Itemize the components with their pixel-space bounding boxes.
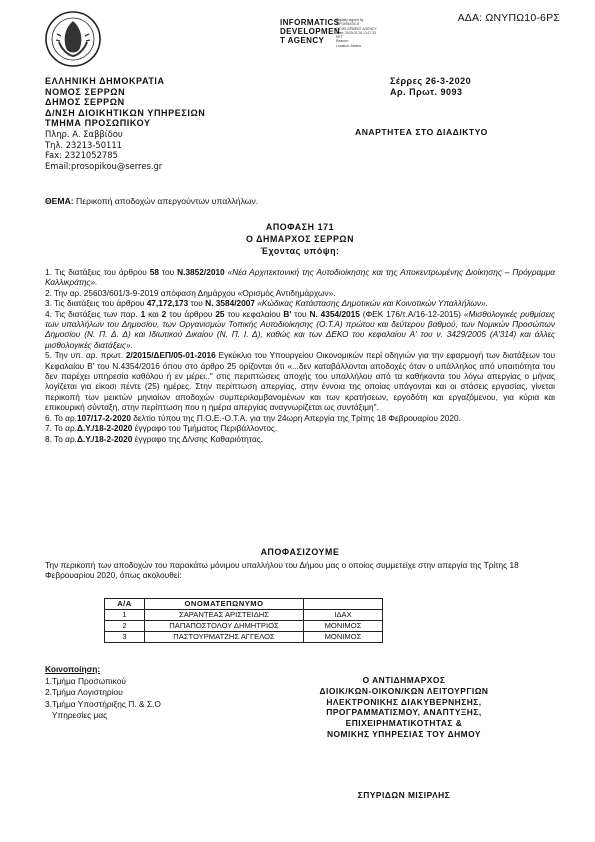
item-law-title: «Νέα Αρχιτεκτονική της Αυτοδιοίκησης και της Αποκεντρωμένης Διοίκησης – Πρόγραμμα Καλλικράτης». [45, 267, 556, 288]
item-text: του [188, 298, 206, 309]
considerations-heading: Έχοντας υπόψη: [260, 246, 340, 256]
decision-number: ΑΠΟΦΑΣΗ 171 [265, 222, 335, 232]
item-ref: Ν. 3584/2007 [205, 298, 255, 309]
distribution-item: Υπηρεσίες μας [45, 710, 108, 721]
item-text: 5. Την υπ. αρ. πρωτ. [45, 350, 126, 361]
issuer-header [45, 76, 205, 171]
item-text: Εγκύκλιο του Υπουργείου Οικονομικών περί οδηγιών για την εφαρμογή των διατάξεων του Κεφαλαίου Β' του Ν.4354/2016 όπου στο άρθρο 25 ορίζονται ότι «...δεν καταβάλλονται αποδοχές όταν ο υπάλληλος από υπαιτιότητα του δεν παρέχει υπηρεσία καθόλου ή εν μέρει.." στις περιπτώσεις αποχής του υπαλλήλου από τα καθήκοντα του λόγω απεργίας ο μήνας λογίζεται για είκοσι πέντε (25) ημέρες. Στην περίπτωση απεργίας, στην έννοια της οποίας υπάγονται και οι στάσεις εργασίας, γίνεται περικοπή των μεικτών μηνιαίων αποδοχών συμπεριλαμβανομένων και των κρατήσεων, εργοδότη και εργαζόμενου, για κύρια και επικουρική σύνταξη, στην περίπτωση που η ημέρα απεργίας αναγνωρίζεται ως συντάξιμη". [45, 350, 555, 413]
cell-status: ΙΔΑΧ [304, 610, 383, 621]
item-ref: Ν. 4354/2015 [309, 308, 360, 319]
cell-aa: 3 [105, 632, 145, 643]
item-text: του [158, 267, 178, 277]
contact-email: Email:prosopikou@serres.gr [45, 160, 163, 171]
item-text: 6. Το αρ. [45, 412, 77, 423]
ada-code: ΑΔΑ: ΩΝΥΠΩ10-6ΡΣ [457, 12, 560, 24]
agency-name-line: T AGENCY [280, 36, 325, 45]
distribution-title: Κοινοποίηση: [45, 664, 101, 674]
list-item [45, 309, 555, 351]
cell-aa: 1 [105, 610, 145, 621]
item-text: 2. Την αρ. 25603/601/3-9-2019 απόφαση Δημάρχου «Ορισμός Αντιδημάρχων». [45, 287, 336, 298]
signatory-title: ΝΟΜΙΚΗΣ ΥΠΗΡΕΣΙΑΣ ΤΟΥ ΔΗΜΟΥ [326, 728, 482, 739]
item-ref: 2 [161, 308, 167, 319]
signatory-name: ΣΠΥΡΙΔΩΝ ΜΙΣΙΡΛΗΣ [357, 790, 451, 800]
signatory-title: Ο ΑΝΤΙΔΗΜΑΡΧΟΣ [362, 675, 446, 685]
header-line: Δ/ΝΣΗ ΔΙΟΙΚΗΤΙΚΩΝ ΥΠΗΡΕΣΙΩΝ [45, 107, 206, 118]
document-meta [390, 76, 471, 97]
distribution-item: 3.Τμήμα Υποστήριξης Π. & Σ.Ο [45, 698, 161, 709]
distribution-item: 2.Τμήμα Λογιστηρίου [45, 687, 123, 698]
signatory-title: ΔΙΟΙΚ/ΚΩΝ-ΟΙΚΟΝ/ΚΩΝ ΛΕΙΤΟΥΡΓΙΩΝ [319, 685, 489, 696]
item-text: 3. Τις διατάξεις του άρθρου [45, 298, 147, 309]
cell-name: ΠΑΠΑΠΟΣΤΟΛΟΥ ΔΗΜΗΤΡΙΟΣ [145, 621, 304, 632]
agency-name-line: DEVELOPMEN [280, 27, 341, 36]
item-text: έγγραφο του Τμήματος Περιβάλλοντος. [132, 423, 278, 434]
item-text: του άρθρου [166, 308, 216, 319]
cell-aa: 2 [105, 621, 145, 632]
contact-tel: Τηλ. 23213-50111 [45, 139, 123, 150]
table-header-row [105, 599, 383, 610]
signatory-title: ΕΠΙΧΕΙΡΗΜΑΤΙΚΟΤΗΤΑΣ & [345, 718, 463, 729]
list-item [45, 413, 555, 423]
signatory-title: ΠΡΟΓΡΑΜΜΑΤΙΣΜΟΥ, ΑΝΑΠΤΥΞΗΣ, [326, 707, 482, 718]
subject-text: Περικοπή αποδοχών απεργούντων υπαλλήλων. [73, 196, 259, 206]
greek-state-seal-icon [44, 10, 102, 68]
item-text: 1. Τις διατάξεις του άρθρου [45, 267, 150, 277]
item-ref: Δ.Υ./18-2-2020 [76, 433, 133, 444]
considerations-list [45, 267, 555, 444]
item-text: του [291, 308, 310, 319]
cell-status: ΜΟΝΙΜΟΣ [304, 632, 383, 643]
header-line: ΝΟΜΟΣ ΣΕΡΡΩΝ [45, 86, 126, 97]
list-item [45, 288, 555, 298]
item-law-title: «Κώδικας Κατάστασης Δημοτικών και Κοινοτικών Υπαλλήλων». [254, 298, 488, 309]
list-item [45, 423, 555, 433]
digital-signature-logo [280, 18, 400, 48]
list-item [45, 267, 555, 288]
publish-notice: ΑΝΑΡΤΗΤΕΑ ΣΤΟ ΔΙΑΔΙΚΤΥΟ [355, 127, 488, 137]
col-header-name: ΟΝΟΜΑΤΕΠΩΝΥΜΟ [145, 599, 304, 610]
item-ref: 25 [215, 308, 225, 319]
item-text: του κεφαλαίου [224, 308, 284, 319]
header-line: ΔΗΜΟΣ ΣΕΡΡΩΝ [45, 97, 125, 108]
cell-status: ΜΟΝΙΜΟΣ [304, 621, 383, 632]
agency-name-line: INFORMATICS [280, 18, 340, 27]
distribution-list [45, 664, 161, 722]
item-ref: 47,172,173 [146, 298, 189, 309]
col-header-status [304, 599, 383, 610]
subject-line [45, 196, 258, 206]
item-law-title: «Μισθολογικές ρυθμίσεις των υπαλλήλων του Δημοσίου, των Οργανισμών Τοπικής Αυτοδιοίκησης (Ο.Τ.Α) πρώτου και δεύτερου βαθμού, των Νομικών Προσώπων Δημοσίου (Ν. Π. Δ. Δ) και Ιδιωτικού Δικαίου (Ν. Π. Ι. Δ), καθώς και των ΔΕΚΟ του κεφαλαίου Α' του ν. 3429/2005 (Α'314) και άλλες μισθολογικές διατάξεις». [45, 308, 555, 350]
table-row [105, 621, 383, 632]
item-ref: 1 [140, 308, 146, 319]
contact-fax: Fax: 2321052785 [45, 150, 118, 161]
item-ref: 107/17-2-2020 [76, 412, 131, 423]
item-text: δελτίο τύπου της Π.Ο.Ε.-Ο.Τ.Α. για την 24ωρη Απεργία της Τρίτης 18 Φεβρουαρίου 2020. [130, 412, 461, 423]
cell-name: ΠΑΣΤΟΥΡΜΑΤΖΗΣ ΑΓΓΕΛΟΣ [145, 632, 304, 643]
item-ref: Ν.3852/2010 [177, 267, 225, 277]
signature-stamp-text: Digitally signed by INFORMATICS DEVELOPMENT AGENCY Date: 2020.03.26 13:17:33 EET Reason: Location: Athens [336, 18, 377, 48]
list-item [45, 350, 555, 412]
item-text: και [145, 308, 162, 319]
item-ref: 58 [149, 267, 159, 277]
cell-name: ΣΑΡΑΝΤΕΑΣ ΑΡΙΣΤΕΙΔΗΣ [145, 610, 304, 621]
item-ref: Δ.Υ./18-2-2020 [76, 423, 133, 434]
item-text: 4. Τις διατάξεις των παρ. [45, 308, 141, 319]
signatory-title: ΗΛΕΚΤΡΟΝΙΚΗΣ ΔΙΑΚΥΒΕΡΝΗΣΗΣ, [326, 696, 482, 707]
table-row [105, 632, 383, 643]
document-date: Σέρρες 26-3-2020 [390, 76, 472, 86]
item-ref: 2/2015/ΔΕΠ/05-01-2016 [125, 350, 216, 361]
contact-info: Πληρ. Α. Σαββίδου [45, 128, 123, 139]
signature-block [285, 675, 523, 740]
col-header-aa: Α/Α [105, 599, 145, 610]
header-line: ΕΛΛΗΝΙΚΗ ΔΗΜΟΚΡΑΤΙΑ [45, 76, 165, 86]
item-ref: Β' [283, 308, 292, 319]
issuer-title: Ο ΔΗΜΑΡΧΟΣ ΣΕΡΡΩΝ [245, 234, 355, 244]
employees-table [104, 598, 383, 643]
protocol-number: Αρ. Πρωτ. 9093 [390, 86, 463, 97]
item-text: 7. Το αρ. [45, 423, 77, 434]
item-text: έγγραφο της Δ/νσης Καθαριότητας. [132, 433, 264, 444]
header-line: ΤΜΗΜΑ ΠΡΟΣΩΠΙΚΟΥ [45, 118, 151, 129]
list-item [45, 298, 555, 308]
decides-heading: ΑΠΟΦΑΣΙΖΟΥΜΕ [260, 547, 340, 557]
list-item [45, 434, 555, 444]
decision-intro: Την περικοπή των αποδοχών του παρακάτω μόνιμου υπαλλήλου του Δήμου μας ο οποίος συμμετείχε στην απεργία της Τρίτης 18 Φεβρουαρίου 2020, όπως ακολουθεί: [45, 560, 519, 581]
item-text: 8. Το αρ. [45, 433, 77, 444]
subject-label: ΘΕΜΑ: [45, 196, 74, 206]
item-text: (ΦΕΚ 176/τ.Α/16-12-2015) [359, 308, 464, 319]
distribution-item: 1.Τμήμα Προσωπικού [45, 675, 126, 686]
table-row [105, 610, 383, 621]
